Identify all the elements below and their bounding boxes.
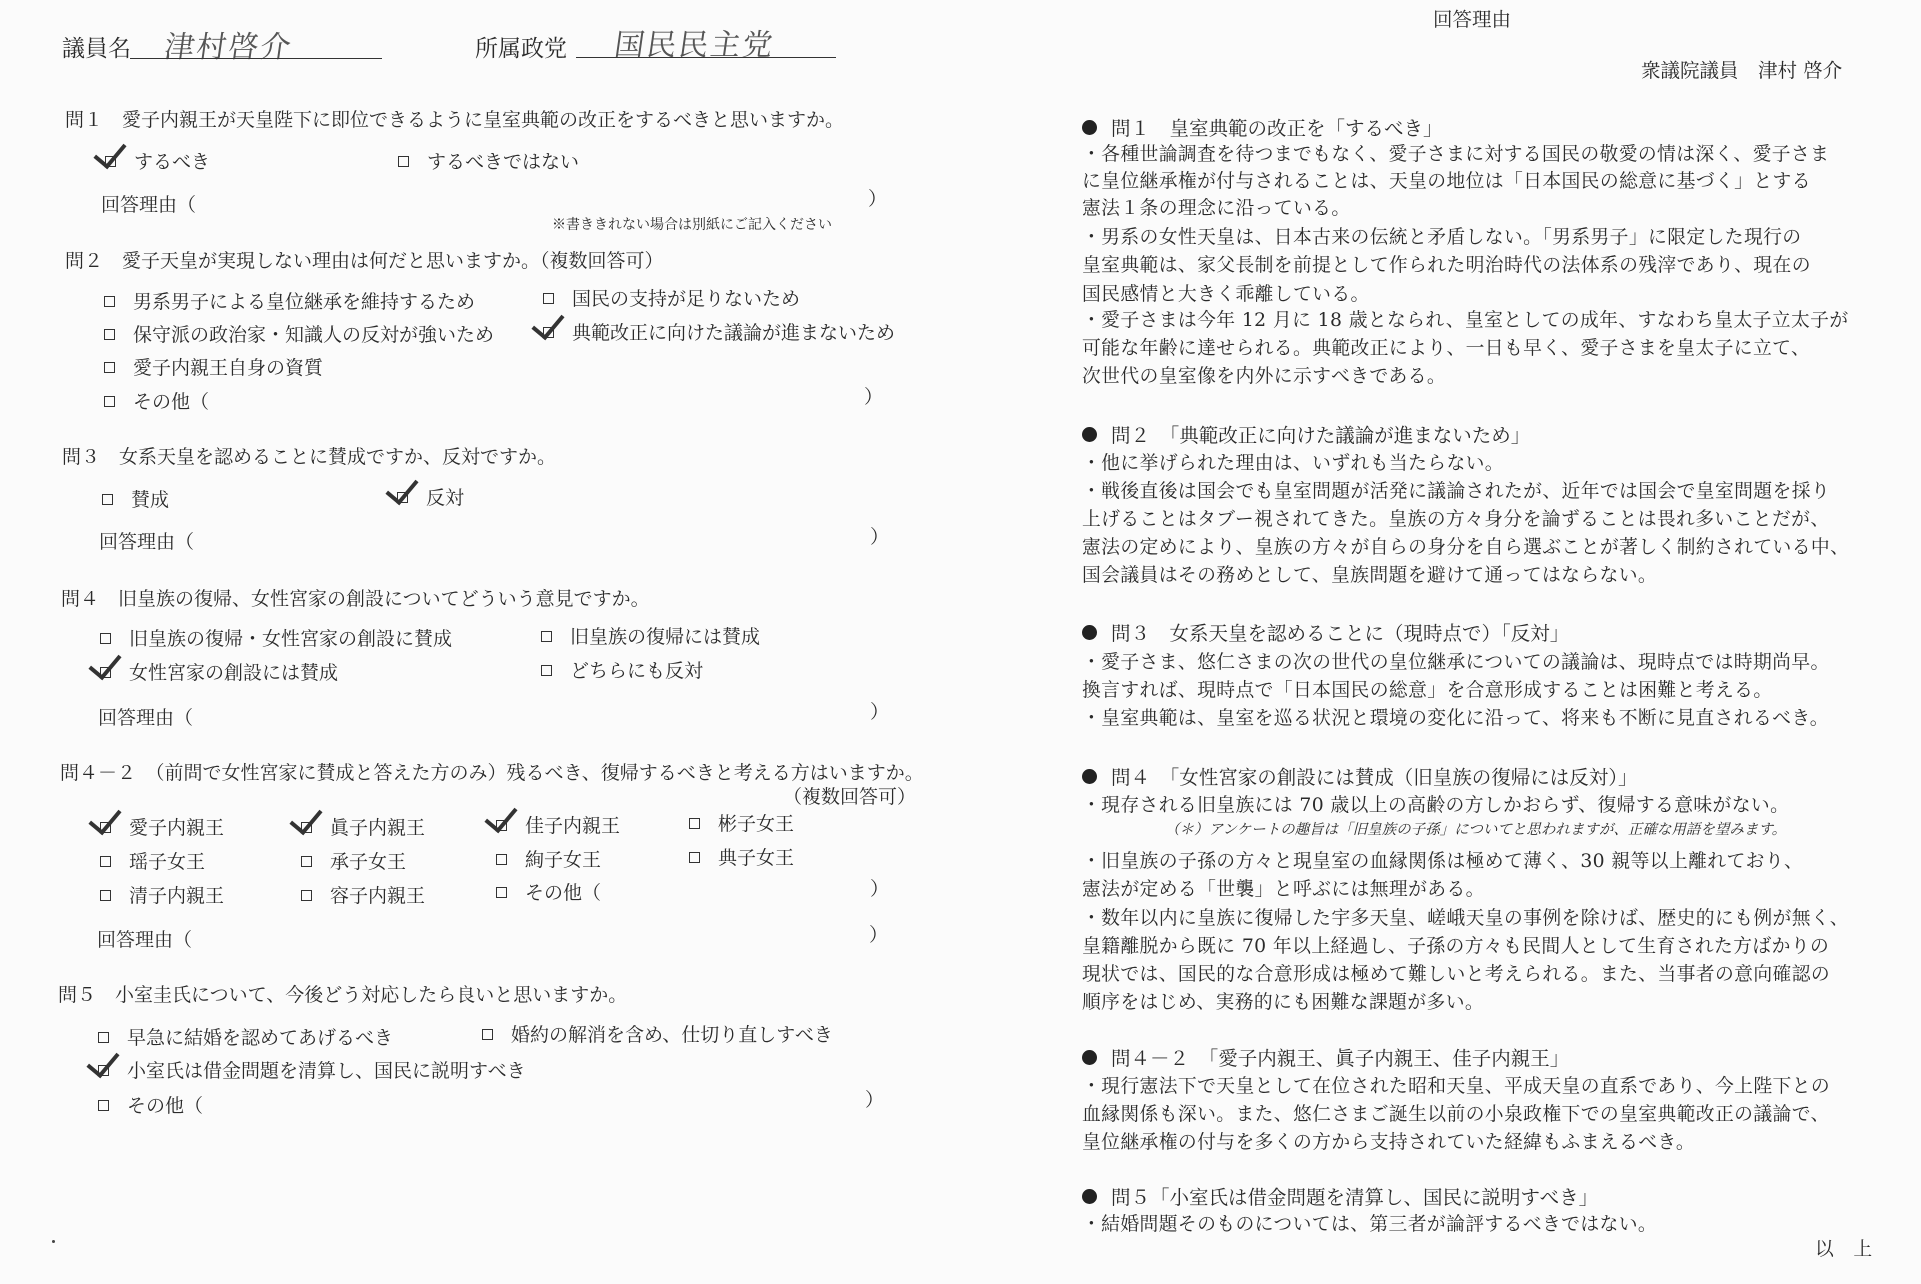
reason-line: 皇室典範は、家父長制を前提として作られた明治時代の法体系の残滓であり、現在の xyxy=(1082,255,1811,276)
reason-line: 上げることはタブー視されてきた。皇族の方々身分を論ずることは畏れ多いことだが、 xyxy=(1082,509,1830,530)
q2-option[interactable]: 愛子内親王自身の資質 xyxy=(104,353,323,380)
checkbox[interactable] xyxy=(104,296,115,307)
q4-2-reason-label: 回答理由（ xyxy=(97,929,193,951)
reason-line: ・各種世論調査を待つまでもなく、愛子さまに対する国民の敬愛の情は深く、愛子さま xyxy=(1082,144,1830,165)
checkbox[interactable] xyxy=(102,494,113,505)
q4-question: 問４ 旧皇族の復帰、女性宮家の創設についてどういう意見ですか。 xyxy=(61,588,650,610)
checkbox[interactable] xyxy=(496,887,507,898)
q3-option-yes[interactable]: 賛成 xyxy=(102,485,169,512)
end-mark: 以 上 xyxy=(1815,1239,1873,1260)
bullet-icon xyxy=(1082,120,1097,135)
reason-line: ・現存される旧皇族には 70 歳以上の高齢の方しかおらず、復帰する意味がない。 xyxy=(1082,795,1790,816)
party-name-handwritten: 国民民主党 xyxy=(612,28,777,63)
reason-line: 憲法が定める「世襲」と呼ぶには無理がある。 xyxy=(1082,879,1485,900)
reason-heading-q3: 問３ 女系天皇を認めることに（現時点で）「反対」 xyxy=(1082,618,1569,646)
reason-heading-q4-2: 問４－２ 「愛子内親王、眞子内親王、佳子内親王」 xyxy=(1082,1043,1569,1071)
q4-2-option[interactable]: 愛子内親王 xyxy=(100,813,224,840)
checkbox[interactable] xyxy=(100,667,111,678)
q1-note: ※書ききれない場合は別紙にご記入ください xyxy=(552,217,832,233)
checkbox[interactable] xyxy=(98,1032,109,1043)
reason-heading-q2: 問２ 「典範改正に向けた議論が進まないため」 xyxy=(1082,420,1530,448)
checkbox[interactable] xyxy=(98,1100,109,1111)
q4-2-option[interactable]: 眞子内親王 xyxy=(301,813,425,840)
reason-line: ・他に挙げられた理由は、いずれも当たらない。 xyxy=(1082,453,1504,474)
checkbox[interactable] xyxy=(541,665,552,676)
reason-line: 皇位継承権の付与を多くの方から支持されていた経緯もふまえるべき。 xyxy=(1082,1132,1696,1153)
checkbox[interactable] xyxy=(482,1029,493,1040)
bullet-icon xyxy=(1082,625,1097,640)
q2-option[interactable]: 保守派の政治家・知識人の反対が強いため xyxy=(104,320,494,347)
checkbox[interactable] xyxy=(543,327,554,338)
q4-option[interactable]: 女性宮家の創設には賛成 xyxy=(100,658,338,685)
reasons-title: 回答理由 xyxy=(1433,8,1512,31)
checkbox[interactable] xyxy=(100,890,111,901)
q1-option-yes[interactable]: するべき xyxy=(105,147,210,174)
checkbox[interactable] xyxy=(543,293,554,304)
bullet-icon xyxy=(1082,1189,1097,1204)
reason-line: 順序をはじめ、実務的にも困難な課題が多い。 xyxy=(1082,992,1485,1013)
reason-line: ・戦後直後は国会でも皇室問題が活発に議論されたが、近年では国会で皇室問題を採り xyxy=(1082,481,1831,502)
q1-question: 問１ 愛子内親王が天皇陛下に即位できるように皇室典範の改正をするべきと思いますか。 xyxy=(65,109,845,131)
checkbox[interactable] xyxy=(104,362,115,373)
checkbox[interactable] xyxy=(98,1065,109,1076)
member-name-underline xyxy=(130,58,382,59)
close-paren: ） xyxy=(870,878,890,900)
checkbox[interactable] xyxy=(301,856,312,867)
reason-line: ・結婚問題そのものについては、第三者が論評するべきではない。 xyxy=(1082,1214,1658,1235)
checkbox[interactable] xyxy=(397,492,408,503)
scan-speck xyxy=(52,1240,55,1243)
checkbox[interactable] xyxy=(105,156,116,167)
q3-question: 問３ 女系天皇を認めることに賛成ですか、反対ですか。 xyxy=(62,446,557,468)
party-name-underline xyxy=(576,57,836,58)
reason-line: に皇位継承権が付与されることは、天皇の地位は「日本国民の総意に基づく」とする xyxy=(1082,171,1811,192)
bullet-icon xyxy=(1082,427,1097,442)
reason-line: ・愛子さまは今年 12 月に 18 歳となられ、皇室としての成年、すなわち皇太子立太子が xyxy=(1082,310,1849,331)
checkbox[interactable] xyxy=(301,822,312,833)
q3-option-no[interactable]: 反対 xyxy=(397,483,464,510)
reason-line: 血縁関係も深い。また、悠仁さまご誕生以前の小泉政権下での皇室典範改正の議論で、 xyxy=(1082,1104,1830,1125)
q4-reason-label: 回答理由（ xyxy=(98,707,194,729)
q1-option-no[interactable]: するべきではない xyxy=(398,147,579,174)
q5-question: 問５ 小室圭氏について、今後どう対応したら良いと思いますか。 xyxy=(58,984,628,1006)
reason-line: 現状では、国民的な合意形成は極めて難しいと考えられる。また、当事者の意向確認の xyxy=(1082,964,1831,985)
q4-2-question: 問４－２ （前問で女性宮家に賛成と答えた方のみ）残るべき、復帰するべきと考える方はいますか。 xyxy=(60,762,924,784)
reason-line: ・皇室典範は、皇室を巡る状況と環境の変化に沿って、将来も不断に見直されるべき。 xyxy=(1082,708,1829,729)
reason-heading-q1: 問１ 皇室典範の改正を「するべき」 xyxy=(1082,113,1443,141)
reason-line: 換言すれば、現時点で「日本国民の総意」を合意形成することは困難と考える。 xyxy=(1082,680,1773,701)
q4-option[interactable]: 旧皇族の復帰には賛成 xyxy=(541,622,760,649)
q4-2-option[interactable]: 容子内親王 xyxy=(301,881,425,908)
q2-option[interactable]: 典範改正に向けた議論が進まないため xyxy=(543,318,895,345)
checkbox[interactable] xyxy=(100,856,111,867)
q4-2-option-other[interactable]: その他（ xyxy=(496,878,601,905)
checkbox[interactable] xyxy=(301,890,312,901)
q4-2-option[interactable]: 清子内親王 xyxy=(100,881,224,908)
checkbox[interactable] xyxy=(398,156,409,167)
reason-line: ・数年以内に皇族に復帰した宇多天皇、嵯峨天皇の事例を除けば、歴史的にも例が無く、 xyxy=(1082,908,1849,929)
q2-question: 問２ 愛子天皇が実現しない理由は何だと思いますか。（複数回答可） xyxy=(65,250,664,272)
member-name-handwritten: 津村啓介 xyxy=(162,30,295,65)
reasons-author: 衆議院議員 津村 啓介 xyxy=(1641,59,1843,82)
reason-line: 可能な年齢に達せられる。典範改正により、一日も早く、愛子さまを皇太子に立て、 xyxy=(1082,338,1811,359)
bullet-icon xyxy=(1082,769,1097,784)
reason-heading-q5: 問５「小室氏は借金問題を清算し、国民に説明すべき」 xyxy=(1082,1182,1598,1210)
checkbox[interactable] xyxy=(100,633,111,644)
checkbox[interactable] xyxy=(689,818,700,829)
checkbox[interactable] xyxy=(541,631,552,642)
reason-line: 国民感情と大きく乖離している。 xyxy=(1082,284,1370,305)
reason-line: ・旧皇族の子孫の方々と現皇室の血縁関係は極めて薄く、30 親等以上離れており、 xyxy=(1082,851,1804,872)
reason-line: 憲法の定めにより、皇族の方々が自らの身分を自ら選ぶことが著しく制約されている中、 xyxy=(1082,537,1850,558)
reason-line: 憲法１条の理念に沿っている。 xyxy=(1082,198,1351,219)
checkbox[interactable] xyxy=(496,854,507,865)
reason-footnote: （＊）アンケートの趣旨は「旧皇族の子孫」についてと思われますが、正確な用語を望みます。 xyxy=(1165,822,1787,838)
q5-option[interactable]: 婚約の解消を含め、仕切り直しすべき xyxy=(482,1020,833,1047)
q4-2-option[interactable]: 瑶子女王 xyxy=(100,847,205,874)
reason-line: ・男系の女性天皇は、日本古来の伝統と矛盾しない。「男系男子」に限定した現行の xyxy=(1082,227,1802,248)
reason-line: ・現行憲法下で天皇として在位された昭和天皇、平成天皇の直系であり、今上陛下との xyxy=(1082,1076,1831,1097)
close-paren: ） xyxy=(869,924,889,946)
q2-option[interactable]: 男系男子による皇位継承を維持するため xyxy=(104,287,475,314)
close-paren: ） xyxy=(868,188,888,210)
checkbox[interactable] xyxy=(496,820,507,831)
q4-2-option[interactable]: 彬子女王 xyxy=(689,809,794,836)
q2-option[interactable]: 国民の支持が足りないため xyxy=(543,284,800,311)
q4-2-option[interactable]: 承子女王 xyxy=(301,847,406,874)
party-label: 所属政党 xyxy=(475,36,567,62)
q1-reason-label: 回答理由（ xyxy=(101,194,197,216)
q4-2-option[interactable]: 佳子内親王 xyxy=(496,811,620,838)
close-paren: ） xyxy=(870,526,890,548)
q5-option[interactable]: 早急に結婚を認めてあげるべき xyxy=(98,1023,393,1050)
checkbox[interactable] xyxy=(104,396,115,407)
q4-2-multi-note: （複数回答可） xyxy=(783,786,917,808)
checkbox[interactable] xyxy=(104,329,115,340)
q4-option[interactable]: 旧皇族の復帰・女性宮家の創設に賛成 xyxy=(100,624,452,651)
close-paren: ） xyxy=(865,1089,885,1111)
member-label: 議員名 xyxy=(62,36,131,62)
q4-option[interactable]: どちらにも反対 xyxy=(541,656,703,683)
q4-2-option[interactable]: 絢子女王 xyxy=(496,845,601,872)
reason-line: 皇籍離脱から既に 70 年以上経過し、子孫の方々も民間人として生育された方ばかりの xyxy=(1082,936,1830,957)
checkbox[interactable] xyxy=(689,852,700,863)
close-paren: ） xyxy=(870,701,890,723)
q3-reason-label: 回答理由（ xyxy=(99,531,195,553)
bullet-icon xyxy=(1082,1050,1097,1065)
checkbox[interactable] xyxy=(100,822,111,833)
reason-heading-q4: 問４ 「女性宮家の創設には賛成（旧皇族の復帰には反対）」 xyxy=(1082,762,1638,790)
reason-line: 国会議員はその務めとして、皇族問題を避けて通ってはならない。 xyxy=(1082,565,1658,586)
close-paren: ） xyxy=(864,386,884,408)
q4-2-option[interactable]: 典子女王 xyxy=(689,843,794,870)
q2-option-other[interactable]: その他（ xyxy=(104,387,209,414)
reason-line: ・愛子さま、悠仁さまの次の世代の皇位継承についての議論は、現時点では時期尚早。 xyxy=(1082,652,1830,673)
q5-option-other[interactable]: その他（ xyxy=(98,1091,203,1118)
q5-option[interactable]: 小室氏は借金問題を清算し、国民に説明すべき xyxy=(98,1056,526,1083)
reason-line: 次世代の皇室像を内外に示すべきである。 xyxy=(1082,366,1447,387)
